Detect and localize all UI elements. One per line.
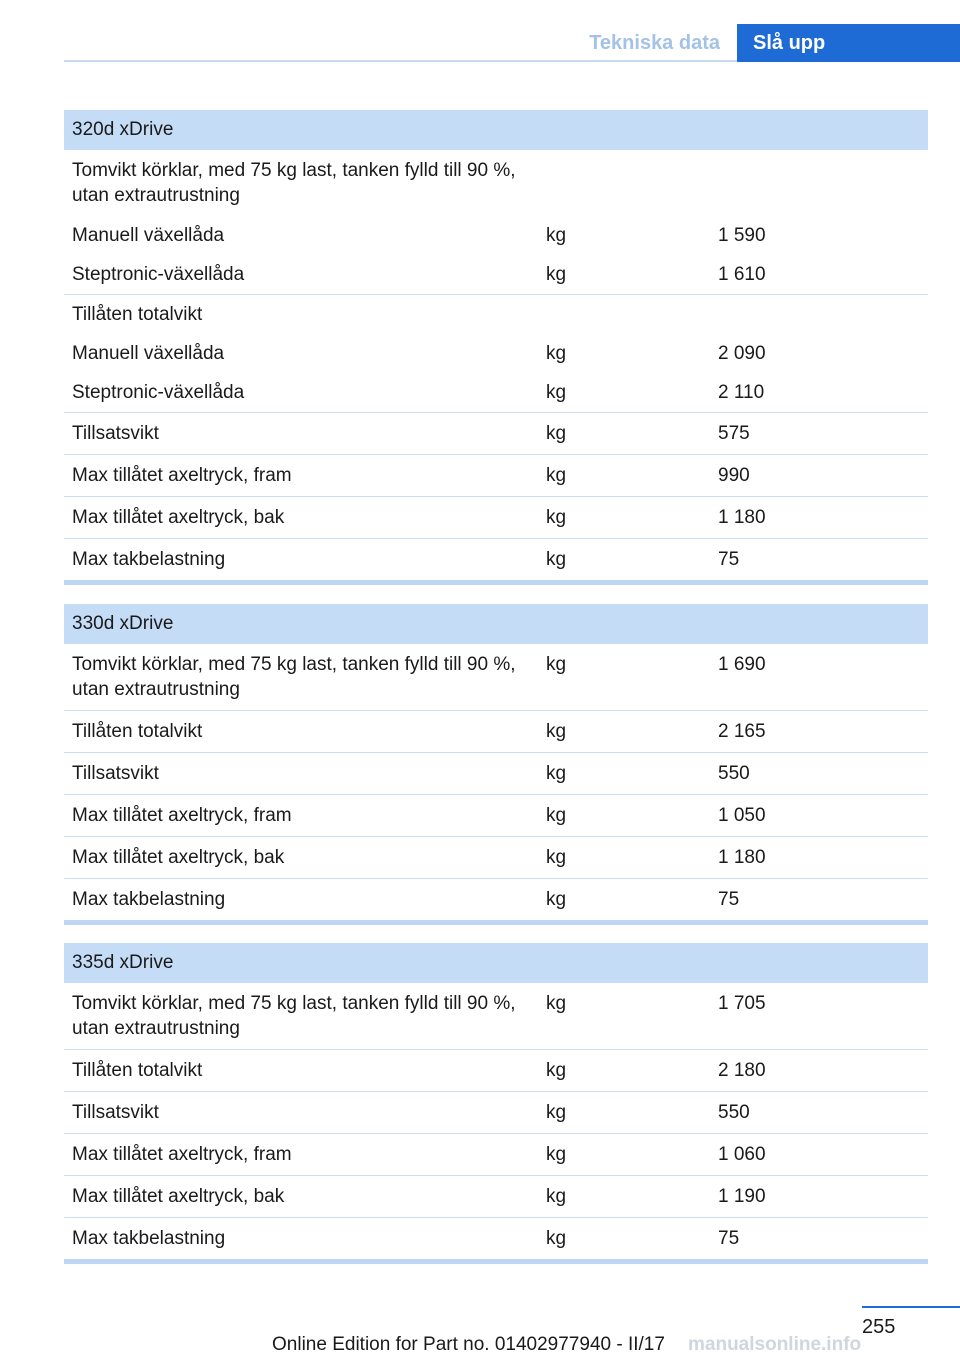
- row-unit: kg: [538, 255, 710, 295]
- row-label: Tomvikt körklar, med 75 kg last, tanken fylld till 90 %, utan extrautrustning: [72, 160, 516, 206]
- table-row: [64, 334, 928, 373]
- table-row: [64, 150, 928, 216]
- spec-table-320d: [64, 110, 928, 585]
- row-unit: kg: [546, 1228, 567, 1249]
- row-unit: kg: [546, 343, 567, 364]
- table-row: [64, 373, 928, 413]
- row-label: Manuell växellåda: [72, 343, 225, 364]
- table-row: [64, 455, 928, 497]
- row-unit: kg: [538, 1134, 710, 1176]
- table-row: [64, 1092, 928, 1134]
- row-value: [710, 150, 928, 216]
- row-unit: kg: [538, 1050, 710, 1092]
- table-title: 335d xDrive: [64, 943, 928, 983]
- table-bottom-bar: [64, 920, 928, 925]
- table-row: [64, 837, 928, 879]
- spec-table-335d: [64, 943, 928, 1264]
- table-row: [64, 1176, 928, 1218]
- row-unit: kg: [538, 711, 710, 753]
- row-unit: kg: [538, 413, 710, 455]
- row-label: Max tillåtet axeltryck, bak: [64, 1176, 538, 1218]
- table-row: [64, 711, 928, 753]
- row-value: 75: [718, 889, 740, 910]
- row-unit: kg: [546, 889, 567, 910]
- row-value: 75: [718, 1228, 740, 1249]
- section-tab[interactable]: Slå upp: [737, 24, 960, 62]
- row-value: 1 060: [710, 1134, 928, 1176]
- footer-rule: [862, 1306, 960, 1308]
- table-row: [64, 295, 928, 335]
- row-unit: kg: [538, 644, 710, 711]
- table-row: [64, 1050, 928, 1092]
- row-label: Max tillåtet axeltryck, bak: [64, 837, 538, 879]
- row-value: 2 090: [718, 343, 766, 364]
- table-bottom-bar: [64, 1259, 928, 1264]
- table-row: [64, 216, 928, 255]
- row-value: 75: [718, 549, 740, 570]
- table-title: 330d xDrive: [64, 604, 928, 644]
- row-label: Tillsatsvikt: [64, 1092, 538, 1134]
- row-label: Max takbelastning: [72, 1228, 226, 1249]
- row-value: 1 705: [710, 983, 928, 1050]
- table-row: [64, 1218, 928, 1260]
- row-unit: kg: [546, 549, 567, 570]
- row-value: 550: [710, 753, 928, 795]
- watermark-text: manualsonline.info: [688, 1334, 862, 1355]
- row-unit: kg: [538, 753, 710, 795]
- row-value: [710, 295, 928, 335]
- row-label: Steptronic-växellåda: [64, 255, 538, 295]
- table-row: [64, 255, 928, 295]
- row-value: 1 190: [710, 1176, 928, 1218]
- table-row: [64, 1134, 928, 1176]
- row-label: Max tillåtet axeltryck, fram: [64, 1134, 538, 1176]
- chapter-tab[interactable]: Tekniska data: [589, 32, 720, 54]
- row-unit: kg: [538, 1176, 710, 1218]
- table-row: [64, 879, 928, 921]
- row-label: Tomvikt körklar, med 75 kg last, tanken fylld till 90 %, utan extrautrustning: [64, 644, 538, 711]
- row-value: 1 180: [710, 837, 928, 879]
- table-row: [64, 983, 928, 1050]
- row-label: Max tillåtet axeltryck, fram: [64, 795, 538, 837]
- row-label: Max tillåtet axeltryck, fram: [64, 455, 538, 497]
- row-label: Max tillåtet axeltryck, bak: [64, 497, 538, 539]
- row-value: 2 180: [710, 1050, 928, 1092]
- row-label: Max takbelastning: [72, 889, 226, 910]
- table-row: [64, 413, 928, 455]
- row-unit: kg: [546, 225, 567, 246]
- table-row: [64, 539, 928, 581]
- row-unit: kg: [538, 795, 710, 837]
- row-label: Tillsatsvikt: [64, 413, 538, 455]
- row-unit: kg: [538, 983, 710, 1050]
- row-value: 1 610: [710, 255, 928, 295]
- row-unit: kg: [538, 497, 710, 539]
- table-title-row: [64, 604, 928, 644]
- row-label: Tillåten totalvikt: [64, 1050, 538, 1092]
- row-label: Tillåten totalvikt: [64, 711, 538, 753]
- row-unit: [538, 150, 710, 216]
- row-unit: kg: [538, 455, 710, 497]
- row-label: Tillåten totalvikt: [72, 304, 203, 325]
- row-value: 575: [710, 413, 928, 455]
- row-value: 1 590: [718, 225, 766, 246]
- row-value: 2 165: [710, 711, 928, 753]
- row-unit: kg: [538, 373, 710, 413]
- edition-text: Online Edition for Part no. 01402977940 - II/17: [272, 1334, 665, 1355]
- table-bottom-bar: [64, 580, 928, 585]
- spec-table-330d: [64, 604, 928, 925]
- table-row: [64, 795, 928, 837]
- table-title-row: [64, 110, 928, 150]
- table-title: 320d xDrive: [64, 110, 928, 150]
- page-number: 255: [862, 1316, 896, 1338]
- row-value: 550: [710, 1092, 928, 1134]
- row-label: Tomvikt körklar, med 75 kg last, tanken fylld till 90 %, utan extrautrustning: [64, 983, 538, 1050]
- table-row: [64, 497, 928, 539]
- row-value: 1 180: [710, 497, 928, 539]
- row-label: Steptronic-växellåda: [64, 373, 538, 413]
- row-unit: kg: [538, 1092, 710, 1134]
- row-value: 1 690: [710, 644, 928, 711]
- row-unit: [538, 295, 710, 335]
- row-label: Max takbelastning: [72, 549, 226, 570]
- row-value: 990: [710, 455, 928, 497]
- row-unit: kg: [538, 837, 710, 879]
- row-value: 1 050: [710, 795, 928, 837]
- row-value: 2 110: [710, 373, 928, 413]
- row-label: Tillsatsvikt: [64, 753, 538, 795]
- table-title-row: [64, 943, 928, 983]
- table-row: [64, 753, 928, 795]
- table-row: [64, 644, 928, 711]
- row-label: Manuell växellåda: [72, 225, 225, 246]
